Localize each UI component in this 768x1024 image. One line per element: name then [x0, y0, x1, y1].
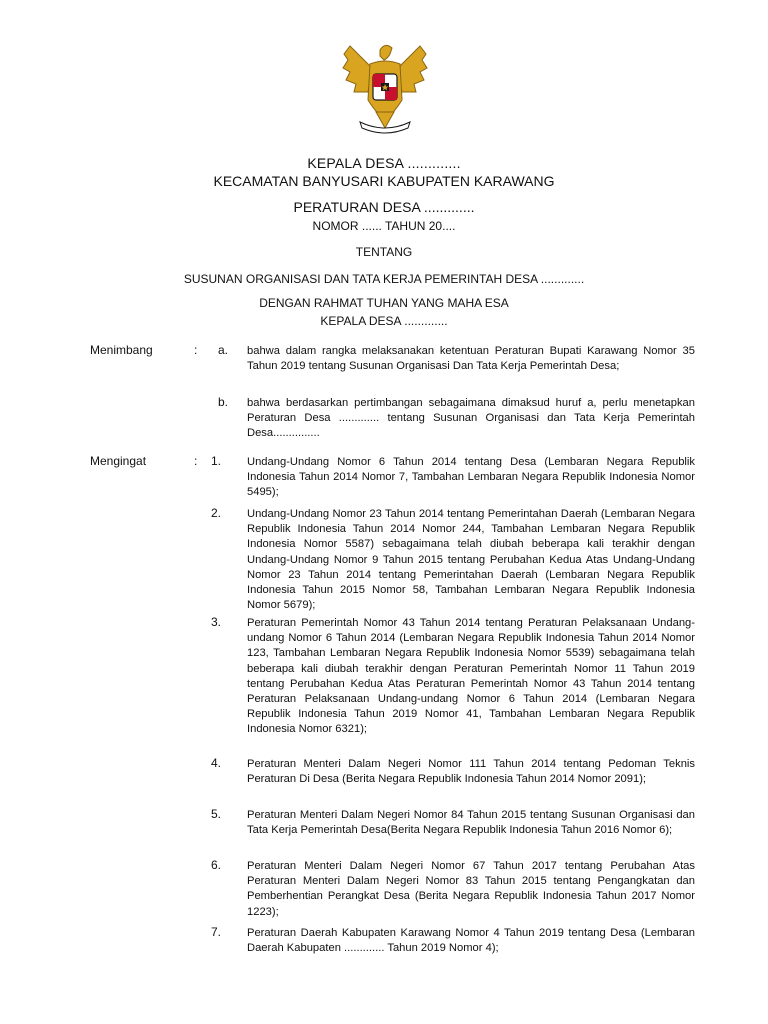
header-kecamatan: KECAMATAN BANYUSARI KABUPATEN KARAWANG [213, 173, 555, 189]
list-marker: b. [218, 395, 229, 409]
list-item-text: Undang-Undang Nomor 23 Tahun 2014 tentang Pemerintahan Daerah (Lembaran Negara Republik Indonesia Tahun 2014 Nomor 244, Tambahan Lembaran Negara Republik Indonesia Nomor 5587) sebagaimana telah diubah beberapa kali terakhir dengan Undang-Undang Nomor 9 Tahun 2015 tentang Perubahan Kedua Atas Undang-Undang Nomor 23 Tahun 2014 tentang Pemerintahan Daerah (Lembaran Negara Republik Indonesia Tahun 2015 Nomor 58, Tambahan Lembaran Negara Republik Indonesia Nomor 5679); [247, 508, 695, 612]
section-colon: : [194, 343, 198, 357]
header-kepala-desa-2: KEPALA DESA ............. [320, 314, 448, 328]
list-marker: 5. [211, 807, 222, 821]
list-marker: 7. [211, 925, 222, 939]
list-item-text: bahwa berdasarkan pertimbangan sebagaimana dimaksud huruf a, perlu menetapkan Peraturan Desa ............. tentang Susunan Organisasi dan Tata Kerja Pemerintah Desa............... [247, 397, 695, 440]
header-nomor-tahun: NOMOR ...... TAHUN 20.... [312, 219, 456, 233]
garuda-tail [376, 112, 394, 128]
section-colon: : [194, 454, 198, 468]
list-item-text: Peraturan Daerah Kabupaten Karawang Nomor 4 Tahun 2019 tentang Desa (Lembaran Daerah Kabupaten ............. Tahun 2019 Nomor 4); [247, 927, 695, 955]
header-subject: SUSUNAN ORGANISASI DAN TATA KERJA PEMERINTAH DESA ............. [183, 272, 585, 286]
list-item-text: Peraturan Pemerintah Nomor 43 Tahun 2014 tentang Peraturan Pelaksanaan Undang-undang Nomor 6 Tahun 2014 (Lembaran Negara Republik Indonesia Tahun 2014 Nomor 123, Tambahan Lembaran Negara Republik Indonesia Nomor 5539) sebagaimana telah beberapa kali diubah terakhir dengan Peraturan Pemerintah Nomor 11 Tahun 2019 tentang Perubahan Kedua Atas Peraturan Pemerintah Nomor 43 Tahun 2014 tentang Peraturan Pelaksanaan Undang-undang Nomor 6 Tahun 2014 (Lembaran Negara Republik Indonesia Tahun 2019 Nomor 41, Tambahan Lembaran Negara Republik Indonesia Nomor 6321); [247, 617, 695, 736]
section-label-mengingat: Mengingat [90, 454, 147, 468]
section-label-menimbang: Menimbang [90, 343, 153, 357]
garuda-head [380, 45, 392, 60]
list-item-text: Undang-Undang Nomor 6 Tahun 2014 tentang Desa (Lembaran Negara Republik Indonesia Tahun 2014 Nomor 7, Tambahan Lembaran Negara Republik Indonesia Nomor 5495); [247, 456, 695, 499]
header-title-kepala-desa: KEPALA DESA ............. [307, 155, 461, 171]
list-item-text: Peraturan Menteri Dalam Negeri Nomor 111 Tahun 2014 tentang Pedoman Teknis Peraturan Di Desa (Berita Negara Republik Indonesia Tahun 2014 Nomor 2091); [247, 758, 695, 786]
header-dengan-rahmat: DENGAN RAHMAT TUHAN YANG MAHA ESA [259, 296, 509, 310]
list-item-text: Peraturan Menteri Dalam Negeri Nomor 84 Tahun 2015 tentang Susunan Organisasi dan Tata Kerja Pemerintah Desa(Berita Negara Republik Indonesia Tahun 2016 Nomor 6); [247, 809, 695, 837]
list-marker: 6. [211, 858, 222, 872]
left-wing [343, 46, 372, 92]
garuda-pancasila-emblem [342, 40, 428, 136]
header-tentang: TENTANG [355, 245, 413, 259]
list-marker: 4. [211, 756, 222, 770]
list-marker: 1. [211, 454, 222, 468]
list-item-text: Peraturan Menteri Dalam Negeri Nomor 67 Tahun 2017 tentang Perubahan Atas Peraturan Menteri Dalam Negeri Nomor 83 Tahun 2015 tentang Pengangkatan dan Pemberhentian Perangkat Desa (Berita Negara Republik Indonesia Tahun 2017 Nomor 1223); [247, 860, 695, 918]
list-marker: 3. [211, 615, 222, 629]
list-marker: a. [218, 343, 229, 357]
list-item-text: bahwa dalam rangka melaksanakan ketentuan Peraturan Bupati Karawang Nomor 35 Tahun 2019 tentang Susunan Organisasi Dan Tata Kerja Pemerintah Desa; [247, 345, 695, 373]
list-marker: 2. [211, 506, 222, 520]
header-peraturan-desa: PERATURAN DESA ............. [293, 199, 475, 215]
right-wing [398, 46, 427, 92]
